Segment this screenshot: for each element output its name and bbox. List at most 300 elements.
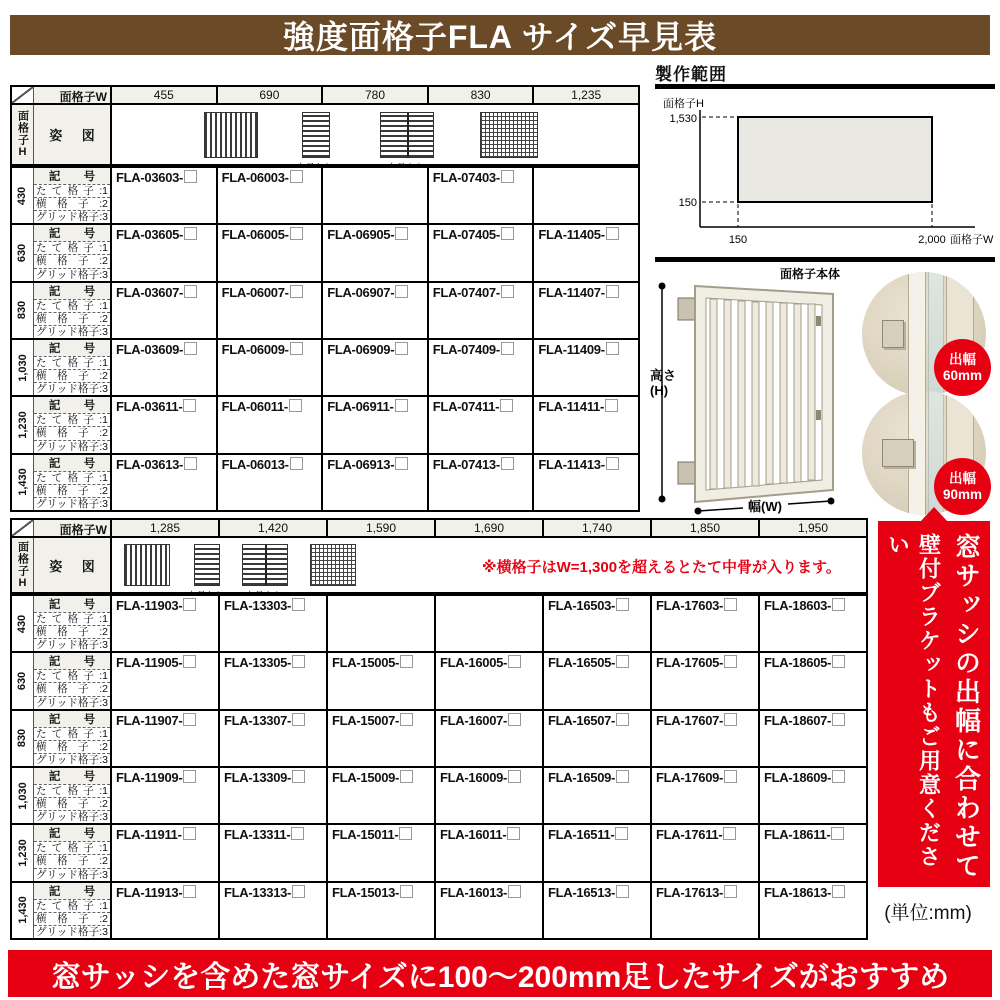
lattice-type-label-3: グリッド格子:3 [36,811,108,824]
row-height-label: 630 [12,225,33,280]
column-width-header: 1,740 [542,520,650,536]
kigo-label: 記 号 [34,825,110,841]
column-width-header: 1,235 [532,87,638,103]
product-code: FLA-16005- [440,655,508,671]
product-code-cell [427,340,533,395]
type-number-box [395,399,408,412]
type-number-box [616,655,629,668]
lattice-type-label-2: 横格子:2 [36,798,108,811]
column-width-header: 1,590 [326,520,434,536]
range-y-axis-label: 面格子H [663,98,704,110]
lattice-type-label-2: 横格子:2 [36,370,108,383]
product-code: FLA-13313- [224,884,292,900]
row-label-stack [33,455,110,510]
product-code-cell [326,711,434,766]
product-code-cell [326,596,434,651]
type-number-box [292,770,305,783]
product-code-cell [321,283,427,338]
type-number-box [606,227,619,240]
height-dimension-label: 高さ [650,368,677,383]
product-code: FLA-16011- [440,827,507,843]
tate-koshi-icon [124,544,170,586]
product-code-cell [427,397,533,452]
product-code-cell [434,711,542,766]
product-code-cell [216,168,322,223]
product-code: FLA-11413- [538,456,605,472]
table-header-row [12,87,638,105]
lattice-type-label-3: グリッド格子:3 [36,211,108,224]
table-row-block [12,281,638,338]
sash-profile [908,272,926,396]
type-number-box [508,655,521,668]
product-code-cell [326,768,434,823]
product-code-cell [434,653,542,708]
product-code-cell [216,225,322,280]
type-number-box [501,342,514,355]
product-code-cell [758,825,866,880]
lattice-type-label-2: 横格子:2 [36,683,108,696]
yoko-koshi-nashi-icon-label [296,160,334,164]
table-row-block [12,709,866,766]
row-height-label: 1,030 [12,768,33,823]
unit-note: (単位:mm) [884,903,972,924]
kigo-label: 記 号 [34,883,110,899]
product-code-cell [542,883,650,938]
table-row-block [12,823,866,880]
kigo-label: 記 号 [34,397,110,413]
title-banner [10,15,990,55]
type-number-box [395,457,408,470]
type-number-box [616,885,629,898]
type-number-box [508,770,521,783]
product-code-cell [110,653,218,708]
product-code-cell [434,768,542,823]
type-number-box [508,885,521,898]
product-code-cell [542,768,650,823]
product-code-cell [321,225,427,280]
kigo-label: 記 号 [34,653,110,669]
lattice-product-illustration [648,264,868,516]
type-number-box [616,598,629,611]
product-code-cell [758,883,866,938]
type-number-box [508,713,521,726]
lattice-type-label-3: グリッド格子:3 [36,268,108,281]
product-code: FLA-11411- [538,399,605,415]
column-width-header: 1,950 [758,520,866,536]
type-number-box [292,598,305,611]
type-number-box [832,885,845,898]
product-code: FLA-11407- [538,284,605,300]
product-code: FLA-13309- [224,769,292,785]
type-number-box [399,827,412,840]
type-number-box [290,170,303,183]
product-code-cell [532,283,638,338]
table-row-block [12,223,638,280]
product-code: FLA-16511- [548,827,615,843]
type-number-box [501,285,514,298]
product-code-cell [110,168,216,223]
bracket-icon [882,439,914,467]
product-code-cell [218,825,326,880]
product-code: FLA-18605- [764,655,832,671]
type-number-box [183,885,196,898]
table-row-block [12,453,638,510]
lattice-type-label-1: たて格子:1 [36,784,108,797]
type-number-box [184,170,197,183]
table-row-block [12,395,638,452]
row-height-label: 1,230 [12,397,33,452]
range-x-max: 2,000 [918,234,946,246]
size-table-small-widths [10,85,640,512]
lattice-type-label-1: たて格子:1 [36,299,108,312]
product-code-cell [542,596,650,651]
side-banner-line1: 窓サッシの出幅に合わせて [951,533,982,881]
type-number-box [507,827,520,840]
lattice-type-label-2: 横格子:2 [36,427,108,440]
table-row-block [12,766,866,823]
type-number-box [183,399,196,412]
type-number-box [183,827,196,840]
product-code: FLA-13307- [224,712,292,728]
product-code: FLA-15011- [332,827,399,843]
product-code: FLA-18607- [764,712,832,728]
row-label-stack [33,768,110,823]
type-number-box [832,713,845,726]
product-code-cell [326,653,434,708]
row-label-stack [33,596,110,651]
product-code-cell [110,455,216,510]
product-code: FLA-17609- [656,769,724,785]
type-number-box [501,227,514,240]
product-code: FLA-18609- [764,769,832,785]
type-number-box [500,399,513,412]
product-code: FLA-11909- [116,769,183,785]
lattice-type-label-2: 横格子:2 [36,855,108,868]
product-code-cell [532,168,638,223]
product-code-cell [532,397,638,452]
lattice-type-label-1: たて格子:1 [36,727,108,740]
product-code-cell [216,340,322,395]
row-label-stack [33,711,110,766]
product-code: FLA-03611- [116,399,183,415]
lattice-type-label-1: たて格子:1 [36,185,108,197]
type-number-box [400,770,413,783]
type-number-box [290,457,303,470]
row-label-stack [33,883,110,938]
product-code-cell [326,825,434,880]
row-height-label: 430 [12,168,33,223]
product-code: FLA-06005- [221,227,289,243]
row-label-stack [33,283,110,338]
type-number-box [723,827,736,840]
product-code-cell [321,455,427,510]
type-number-box [395,342,408,355]
product-code: FLA-16503- [548,598,616,613]
lattice-type-label-2: 横格子:2 [36,626,108,639]
type-number-box [184,285,197,298]
product-code-cell [218,596,326,651]
type-number-box [724,598,737,611]
kigo-label: 記 号 [34,711,110,727]
column-width-header: 690 [216,87,322,103]
corner-diagonal [12,87,33,103]
product-code: FLA-03603- [116,170,184,185]
lattice-type-label-3: グリッド格子:3 [36,440,108,453]
lattice-type-label-1: たて格子:1 [36,899,108,912]
type-number-box [605,399,618,412]
yoko-koshi-nashi-icon [194,544,220,586]
lattice-type-label-3: グリッド格子:3 [36,753,108,766]
kigo-label: 記 号 [34,168,110,184]
bottom-banner [8,950,992,997]
width-header-label: 面格子W [33,520,110,536]
product-code-cell [650,825,758,880]
type-number-box [292,655,305,668]
product-code: FLA-16509- [548,769,616,785]
product-code-cell [216,397,322,452]
type-number-box [400,713,413,726]
product-code-cell [321,168,427,223]
shizu-drawings [110,105,638,164]
product-code-cell [218,883,326,938]
product-code-cell [216,455,322,510]
kigo-label: 記 号 [34,768,110,784]
type-number-box [501,457,514,470]
divider-rule [655,84,995,89]
height-axis-label: 面格子H [12,105,33,164]
divider-rule [655,257,995,262]
type-number-box [400,655,413,668]
type-number-box [184,342,197,355]
product-code: FLA-16507- [548,712,616,728]
product-code: FLA-11903- [116,598,183,613]
kigo-label: 記 号 [34,225,110,241]
product-code: FLA-17607- [656,712,724,728]
type-number-box [183,655,196,668]
lattice-type-label-2: 横格子:2 [36,484,108,497]
product-code-cell [110,711,218,766]
column-width-header: 1,420 [218,520,326,536]
type-number-box [289,399,302,412]
type-number-box [606,457,619,470]
height-axis-label: 面格子H [12,538,33,592]
range-area [738,117,932,202]
product-code: FLA-13305- [224,655,292,671]
tate-koshi-icon [204,112,258,158]
type-number-box [183,713,196,726]
width-dimension-label: 幅(W) [748,499,782,514]
product-code-cell [218,653,326,708]
product-code: FLA-13311- [224,827,291,843]
yoko-koshi-nashi-icon [302,112,330,158]
type-number-box [832,655,845,668]
lattice-type-label-2: 横格子:2 [36,255,108,268]
type-number-box [395,285,408,298]
product-code: FLA-16007- [440,712,508,728]
table-row-block [12,651,866,708]
product-code-cell [758,596,866,651]
product-code: FLA-06907- [327,284,395,300]
product-code-cell [110,596,218,651]
row-height-label: 830 [12,283,33,338]
type-number-box [724,770,737,783]
lattice-type-label-2: 横格子:2 [36,198,108,211]
kigo-label: 記 号 [34,340,110,356]
product-code-cell [427,225,533,280]
product-code: FLA-17611- [656,827,723,843]
row-label-stack [33,340,110,395]
lattice-type-label-3: グリッド格子:3 [36,868,108,881]
bracket-icon [882,320,904,348]
product-code: FLA-07409- [432,341,500,357]
lattice-type-label-1: たて格子:1 [36,414,108,427]
bottom-banner-text: 窓サッシを含めた窓サイズに100〜200mm足したサイズがおすすめ [50,960,950,994]
product-code-cell [532,340,638,395]
chubone-note: ※横格子はW=1,300を超えるとたて中骨が入ります。 [482,559,841,576]
product-code: FLA-06911- [327,399,394,415]
column-width-header: 1,850 [650,520,758,536]
product-code-cell [542,653,650,708]
product-code-cell [110,825,218,880]
product-code-cell [758,768,866,823]
debaba-60-badge: 出幅 60mm [934,339,991,396]
table-row-block [12,166,638,223]
product-code: FLA-07403- [432,170,500,185]
type-number-box [724,713,737,726]
lattice-type-label-3: グリッド格子:3 [36,325,108,338]
product-code: FLA-03609- [116,341,184,357]
row-height-label: 630 [12,653,33,708]
product-code: FLA-17603- [656,598,724,613]
product-code: FLA-11405- [538,227,605,243]
row-height-label: 1,430 [12,883,33,938]
type-number-box [290,342,303,355]
yoko-koshi-ari-icon-label [245,588,283,592]
kigo-label: 記 号 [34,283,110,299]
shizu-label: 姿 図 [33,105,110,164]
row-height-label: 1,230 [12,825,33,880]
range-y-min: 150 [678,197,697,209]
product-code: FLA-18611- [764,827,831,843]
product-code-cell [326,883,434,938]
product-code: FLA-17613- [656,884,724,900]
product-code: FLA-16013- [440,884,508,900]
lattice-type-label-1: たて格子:1 [36,471,108,484]
yoko-koshi-ari-icon [380,112,434,158]
kigo-label: 記 号 [34,455,110,471]
product-code: FLA-06009- [221,341,289,357]
corner-diagonal [12,520,33,536]
type-number-box [501,170,514,183]
yoko-koshi-ari-icon [242,544,288,586]
type-number-box [290,227,303,240]
shizu-row [12,538,866,594]
product-code: FLA-18603- [764,598,832,613]
lattice-type-label-1: たて格子:1 [36,613,108,625]
type-number-box [184,457,197,470]
product-code: FLA-15007- [332,712,400,728]
product-code-cell [218,768,326,823]
product-code: FLA-06905- [327,227,395,243]
shizu-row [12,105,638,166]
type-number-box [400,885,413,898]
range-section-title: 製作範囲 [655,65,727,84]
row-label-stack [33,168,110,223]
product-code: FLA-07405- [432,227,500,243]
product-code-cell [427,168,533,223]
product-code-cell [758,711,866,766]
type-number-box [724,655,737,668]
type-number-box [183,598,196,611]
column-width-header: 455 [110,87,216,103]
lattice-type-label-3: グリッド格子:3 [36,497,108,510]
product-code-cell [110,768,218,823]
yoko-koshi-ari-icon-label [387,160,425,164]
row-height-label: 1,430 [12,455,33,510]
product-code: FLA-03613- [116,456,184,472]
product-code: FLA-15009- [332,769,400,785]
product-code-cell [650,653,758,708]
product-code: FLA-06909- [327,341,395,357]
table-row-block [12,594,866,651]
product-code-cell [650,711,758,766]
debaba-90-badge: 出幅 90mm [934,458,991,515]
type-number-box [616,713,629,726]
type-number-box [292,885,305,898]
lattice-type-label-1: たて格子:1 [36,670,108,683]
product-code-cell [427,283,533,338]
lattice-type-label-2: 横格子:2 [36,912,108,925]
product-code: FLA-11907- [116,712,183,728]
row-label-stack [33,825,110,880]
product-code-cell [758,653,866,708]
product-code-cell [216,283,322,338]
product-code: FLA-15013- [332,884,400,900]
size-table-large-widths [10,518,868,940]
product-code-cell [532,225,638,280]
product-code: FLA-06913- [327,456,395,472]
lattice-type-label-1: たて格子:1 [36,356,108,369]
product-code-cell [434,596,542,651]
speech-tail-icon [920,507,948,522]
table-header-row [12,520,866,538]
type-number-box [616,770,629,783]
product-code: FLA-11913- [116,884,183,900]
range-y-max: 1,530 [669,113,697,125]
product-code-cell [110,340,216,395]
row-label-stack [33,653,110,708]
column-width-header: 1,285 [110,520,218,536]
product-code-cell [650,883,758,938]
product-body-label: 面格子本体 [780,267,841,281]
product-code: FLA-07407- [432,284,500,300]
type-number-box [606,342,619,355]
product-code: FLA-06013- [221,456,289,472]
lattice-type-label-1: たて格子:1 [36,842,108,855]
lattice-type-label-1: たて格子:1 [36,242,108,255]
type-number-box [832,770,845,783]
shizu-drawings [110,538,866,592]
product-code-cell [110,225,216,280]
yoko-koshi-nashi-icon-label [187,588,225,592]
product-code-cell [532,455,638,510]
product-code-cell [321,340,427,395]
row-height-label: 430 [12,596,33,651]
grid-koshi-icon [480,112,538,158]
product-code-cell [434,883,542,938]
lattice-type-label-2: 横格子:2 [36,740,108,753]
grid-koshi-icon [310,544,356,586]
